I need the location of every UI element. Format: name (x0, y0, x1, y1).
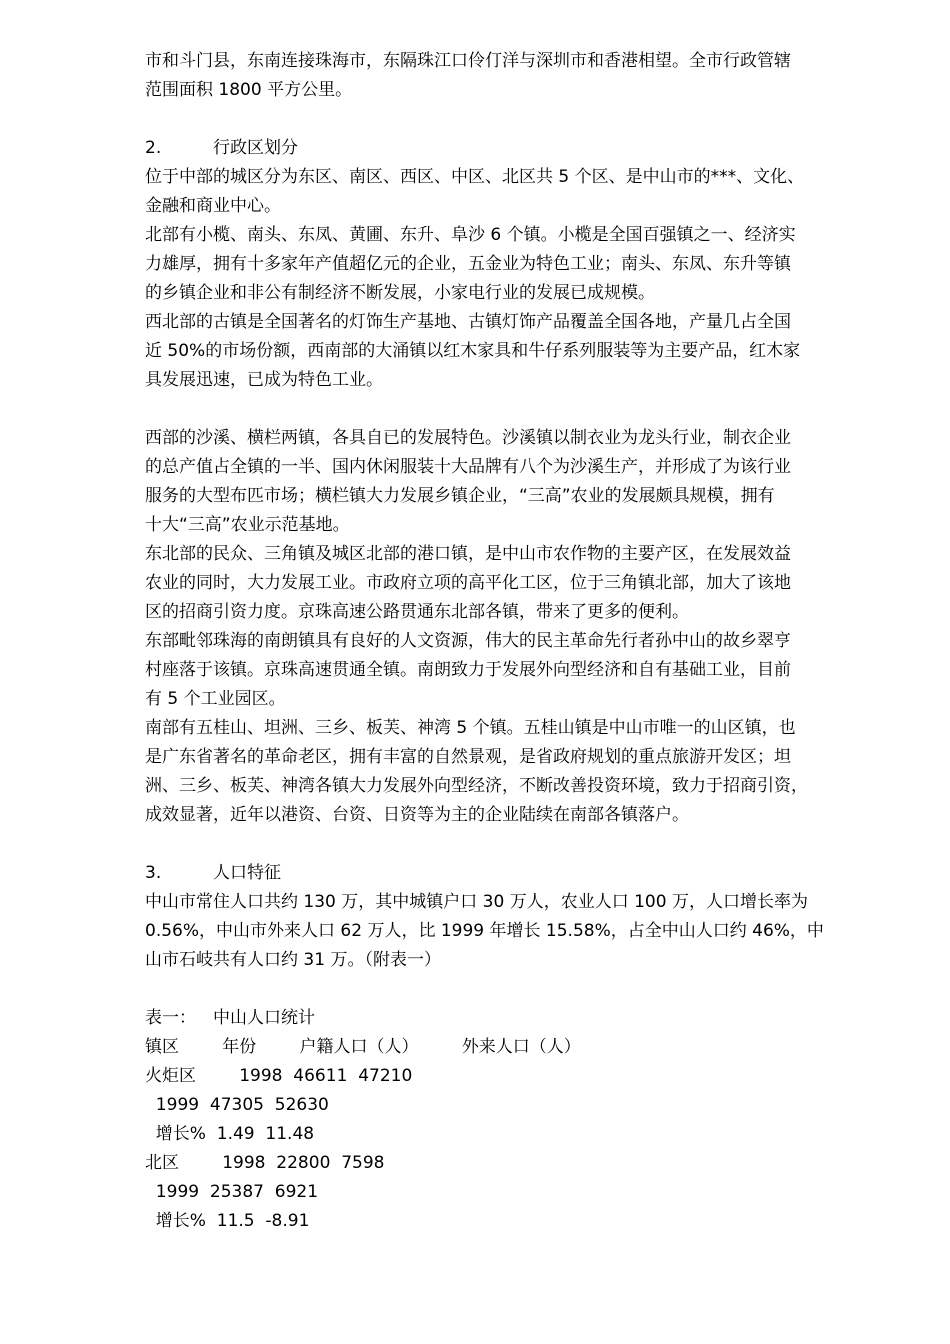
paragraph-line: 0.56%，中山市外来人口 62 万人，比 1999 年增长 15.58%，占全中山人口约 46%，中 (145, 921, 824, 941)
paragraph-line: 山市石岐共有人口约 31 万。（附表一） (145, 950, 441, 970)
spacer (145, 395, 885, 424)
paragraph-line: 金融和商业中心。 (145, 196, 281, 216)
table-row: 1999 25387 6921 (145, 1182, 319, 1202)
paragraph (145, 424, 885, 540)
paragraph-line: 服务的大型布匹市场；横栏镇大力发展乡镇企业，“三高”农业的发展颇具规模，拥有 (145, 486, 775, 506)
paragraph-line: 具发展迅速，已成为特色工业。 (145, 370, 383, 390)
table-row: 1999 47305 52630 (145, 1095, 329, 1115)
table-row: 北区 1998 22800 7598 (145, 1153, 385, 1173)
table-row: 火炬区 1998 46611 47210 (145, 1066, 413, 1086)
spacer (145, 830, 885, 859)
table-row: 增长% 11.5 -8.91 (145, 1211, 310, 1231)
section-heading (145, 859, 885, 888)
spacer (145, 105, 885, 134)
section-number: 3. (145, 863, 162, 883)
paragraph-line: 北部有小榄、南头、东凤、黄圃、东升、阜沙 6 个镇。小榄是全国百强镇之一、经济实 (145, 225, 796, 245)
paragraph (145, 540, 885, 627)
paragraph-line: 的总产值占全镇的一半、国内休闲服装十大品牌有八个为沙溪生产，并形成了为该行业 (145, 457, 791, 477)
paragraph-line: 西部的沙溪、横栏两镇，各具自已的发展特色。沙溪镇以制衣业为龙头行业，制衣企业 (145, 428, 791, 448)
paragraph-line: 村座落于该镇。京珠高速贯通全镇。南朗致力于发展外向型经济和自有基础工业，目前 (145, 660, 791, 680)
paragraph-line: 力雄厚，拥有十多家年产值超亿元的企业，五金业为特色工业；南头、东凤、东升等镇 (145, 254, 791, 274)
section-title: 人口特征 (213, 863, 281, 883)
table-title: 中山人口统计 (213, 1008, 315, 1028)
section-heading (145, 134, 885, 163)
table-row: 增长% 1.49 11.48 (145, 1124, 315, 1144)
paragraph-line: 成效显著，近年以港资、台资、日资等为主的企业陆续在南部各镇落户。 (145, 805, 689, 825)
paragraph-line: 东北部的民众、三角镇及城区北部的港口镇，是中山市农作物的主要产区，在发展效益 (145, 544, 791, 564)
paragraph (145, 308, 885, 395)
paragraph-line: 农业的同时，大力发展工业。市政府立项的高平化工区，位于三角镇北部，加大了该地 (145, 573, 791, 593)
paragraph-line: 区的招商引资力度。京珠高速公路贯通东北部各镇，带来了更多的便利。 (145, 602, 689, 622)
paragraph (145, 627, 885, 714)
table-label: 表一： (145, 1008, 196, 1028)
paragraph-line: 中山市常住人口共约 130 万，其中城镇户口 30 万人，农业人口 100 万，人口增长率为 (145, 892, 808, 912)
paragraph-line: 洲、三乡、板芙、神湾各镇大力发展外向型经济，不断改善投资环境，致力于招商引资， (145, 776, 808, 796)
spacer (145, 975, 885, 1004)
paragraph-line: 有 5 个工业园区。 (145, 689, 286, 709)
paragraph (145, 888, 885, 975)
paragraph-line: 是广东省著名的革命老区，拥有丰富的自然景观，是省政府规划的重点旅游开发区；坦 (145, 747, 791, 767)
paragraph (145, 163, 885, 221)
paragraph-line: 东部毗邻珠海的南朗镇具有良好的人文资源，伟大的民主革命先行者孙中山的故乡翠亨 (145, 631, 791, 651)
intro-line: 市和斗门县，东南连接珠海市，东隔珠江口伶仃洋与深圳市和香港相望。全市行政管辖 (145, 51, 791, 71)
paragraph (145, 714, 885, 830)
paragraph-line: 西北部的古镇是全国著名的灯饰生产基地、古镇灯饰产品覆盖全国各地，产量几占全国 (145, 312, 791, 332)
paragraph-line: 近 50%的市场份额，西南部的大涌镇以红木家具和牛仔系列服装等为主要产品，红木家 (145, 341, 801, 361)
paragraph-line: 十大“三高”农业示范基地。 (145, 515, 350, 535)
table-header: 镇区 年份 户籍人口（人） 外来人口（人） (145, 1037, 581, 1057)
section-number: 2. (145, 138, 162, 158)
paragraph-line: 的乡镇企业和非公有制经济不断发展，小家电行业的发展已成规模。 (145, 283, 655, 303)
table-caption (145, 1004, 885, 1033)
section-title: 行政区划分 (213, 138, 298, 158)
intro-line: 范围面积 1800 平方公里。 (145, 80, 353, 100)
paragraph (145, 221, 885, 308)
document-page (145, 47, 885, 1236)
paragraph-line: 位于中部的城区分为东区、南区、西区、中区、北区共 5 个区、是中山市的***、文化、 (145, 167, 805, 187)
paragraph-line: 南部有五桂山、坦洲、三乡、板芙、神湾 5 个镇。五桂山镇是中山市唯一的山区镇，也 (145, 718, 796, 738)
